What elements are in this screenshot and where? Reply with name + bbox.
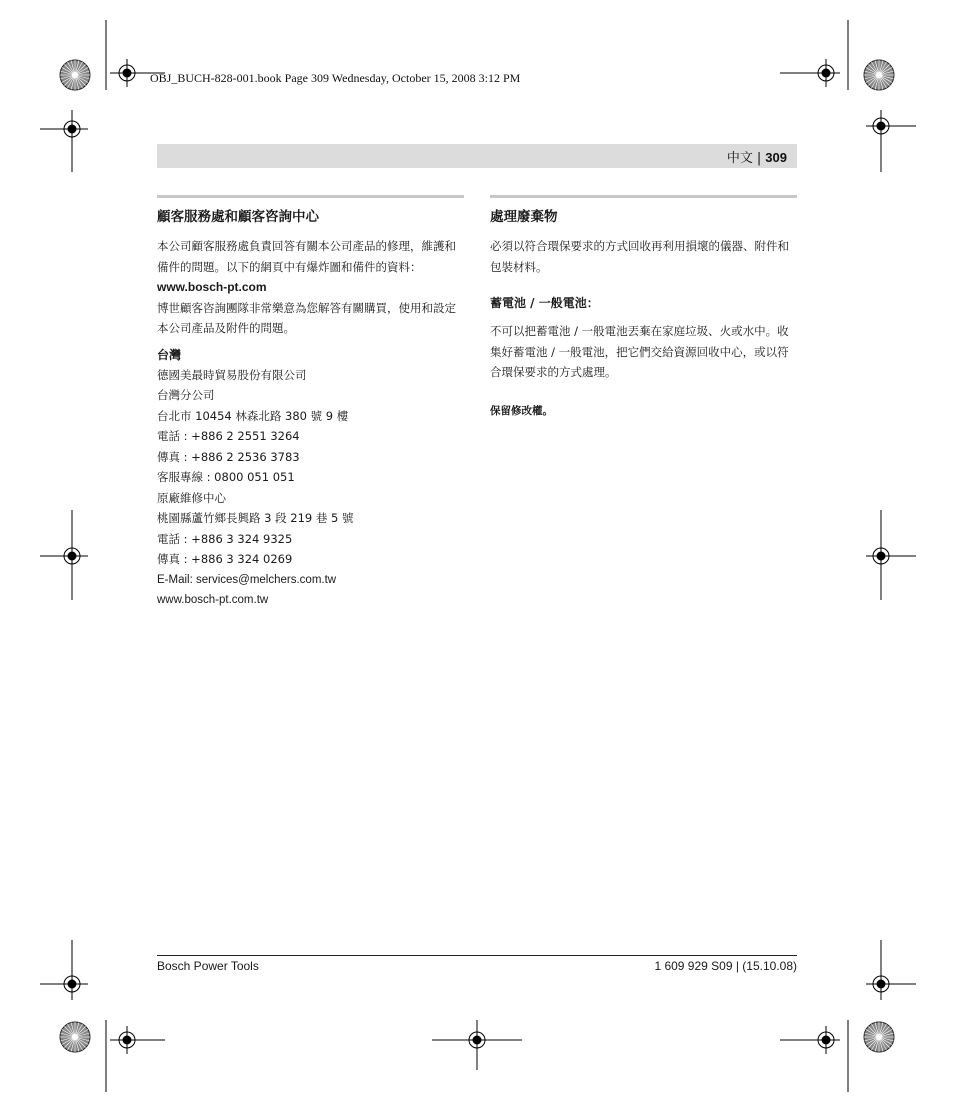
- customer-service-title: 顧客服務處和顧客咨詢中心: [157, 209, 319, 225]
- disposal-title: 處理廢棄物: [490, 209, 558, 225]
- address-line: 德國美最時貿易股份有限公司: [157, 367, 307, 382]
- rights-reserved: 保留修改權。: [490, 404, 553, 417]
- footer-code: 1 609 929 S09 | (15.10.08): [654, 959, 797, 973]
- star-center: [876, 72, 882, 78]
- star-center: [876, 1034, 882, 1040]
- website-tw-link[interactable]: www.bosch-pt.com.tw: [157, 594, 269, 606]
- address-line: 桃園縣蘆竹鄉長興路 3 段 219 巷 5 號: [157, 511, 354, 525]
- address-block: [157, 365, 464, 611]
- right-column: [490, 195, 797, 418]
- page-header: [157, 144, 797, 168]
- email-link[interactable]: E-Mail: services@melchers.com.tw: [157, 573, 337, 586]
- address-line: 電話 : +886 3 324 9325: [157, 531, 293, 546]
- address-line: 客服專線 : 0800 051 051: [157, 470, 295, 484]
- address-line: 傳真 : +886 2 2536 3783: [157, 449, 300, 464]
- footer-brand: Bosch Power Tools: [157, 959, 259, 973]
- header-separator: |: [756, 151, 762, 166]
- section-rule: [157, 195, 464, 198]
- service-intro: 本公司顧客服務處負責回答有關本公司產品的修理，維護和備件的問題。以下的網頁中有爆炸圖和備件的資料：: [157, 239, 456, 274]
- star-center: [72, 72, 78, 78]
- website-link[interactable]: www.bosch-pt.com: [157, 280, 267, 294]
- footer-rule: [157, 955, 797, 956]
- address-line: 台灣分公司: [157, 388, 215, 402]
- slug-line: OBJ_BUCH-828-001.book Page 309 Wednesday, October 15, 2008 3:12 PM: [150, 71, 521, 85]
- left-column: [157, 195, 464, 611]
- star-center: [72, 1034, 78, 1040]
- battery-heading: 蓄電池 / 一般電池：: [490, 296, 599, 310]
- battery-text: 不可以把蓄電池 / 一般電池丟棄在家庭垃圾、火或水中。收集好蓄電池 / 一般電池，把它們交給資源回收中心，或以符合環保要求的方式處理。: [490, 324, 789, 379]
- address-line: 傳真 : +886 3 324 0269: [157, 552, 293, 566]
- address-line: 電話 : +886 2 2551 3264: [157, 429, 300, 443]
- region-heading: 台灣: [157, 347, 182, 362]
- advice-text: 博世顧客咨詢團隊非常樂意為您解答有關購買，使用和設定本公司產品及附件的問題。: [157, 300, 456, 335]
- address-line: 台北市 10454 林森北路 380 號 9 樓: [157, 408, 349, 423]
- address-line: 原廠維修中心: [157, 490, 226, 505]
- disposal-intro: 必須以符合環保要求的方式回收再利用損壞的儀器、附件和包裝材料。: [490, 239, 789, 274]
- header-language: 中文: [726, 151, 753, 166]
- section-rule: [490, 195, 797, 198]
- page-number: 309: [765, 150, 787, 165]
